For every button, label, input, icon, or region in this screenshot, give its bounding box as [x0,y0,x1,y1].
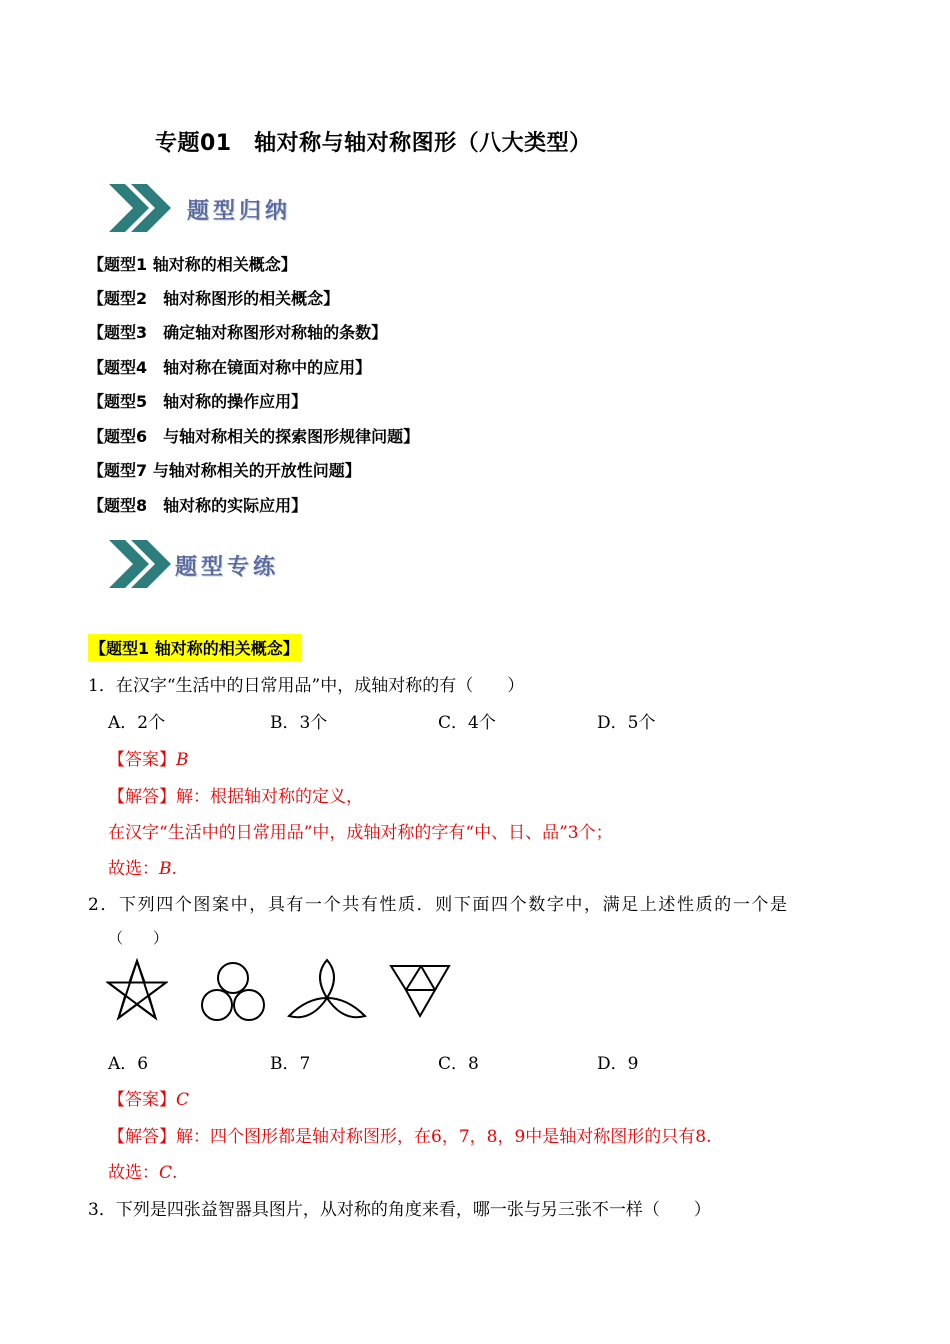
double-chevron-icon [105,534,175,594]
q2-option-a[interactable]: A．6 [108,1054,149,1074]
q1-option-a[interactable]: A．2个 [108,713,166,733]
solution-label: 【解答】 [108,1127,176,1147]
question-1-stem: 1．在汉字“生活中的日常用品”中，成轴对称的有（ ） [88,676,525,696]
toc-item-2[interactable]: 【题型2 轴对称图形的相关概念】 [88,289,340,308]
answer-label: 【答案】 [108,750,176,770]
q1-solution [108,782,363,807]
answer-label: 【答案】 [108,1090,176,1110]
conclusion-prefix: 故选： [108,1163,159,1183]
toc-item-7[interactable]: 【题型7 与轴对称相关的开放性问题】 [88,461,361,480]
solution-text: 解：四个图形都是轴对称图形，在6，7，8，9中是轴对称图形的只有8. [176,1127,712,1147]
section-heading-1: 【题型1 轴对称的相关概念】 [88,634,301,661]
q1-option-d[interactable]: D．5个 [597,713,656,733]
double-chevron-icon [105,178,175,238]
three-petals-figure [287,958,367,1024]
q1-conclusion [108,854,177,879]
three-circles-figure [197,958,269,1026]
question-2-paren: （ ） [108,929,169,947]
q2-conclusion [108,1158,177,1183]
toc-item-1[interactable]: 【题型1 轴对称的相关概念】 [88,255,297,274]
toc-item-5[interactable]: 【题型5 轴对称的操作应用】 [88,392,308,411]
solution-text: 解：根据轴对称的定义， [176,787,363,807]
q2-answer [108,1085,189,1110]
q1-option-c[interactable]: C．4个 [438,713,496,733]
q2-option-d[interactable]: D．9 [597,1054,639,1074]
conclusion-value: B [159,859,172,879]
toc-item-3[interactable]: 【题型3 确定轴对称图形对称轴的条数】 [88,323,388,342]
q1-answer [108,745,189,770]
question-2-stem: 2．下列四个图案中，具有一个共有性质．则下面四个数字中，满足上述性质的一个是 [88,895,789,915]
conclusion-suffix: . [171,859,177,879]
conclusion-prefix: 故选： [108,859,159,879]
toc-item-6[interactable]: 【题型6 与轴对称相关的探索图形规律问题】 [88,427,420,446]
solution-label: 【解答】 [108,787,176,807]
q1-option-b[interactable]: B．3个 [270,713,328,733]
q2-option-c[interactable]: C．8 [438,1054,479,1074]
answer-value: B [176,750,189,770]
page-title: 专题01 轴对称与轴对称图形（八大类型） [155,131,592,156]
five-pointed-star-figure [106,958,168,1024]
q1-solution-line2: 在汉字“生活中的日常用品”中，成轴对称的字有“中、日、品”3个； [108,823,613,843]
q2-option-b[interactable]: B．7 [270,1054,311,1074]
q2-solution [108,1122,711,1147]
toc-item-4[interactable]: 【题型4 轴对称在镜面对称中的应用】 [88,358,372,377]
banner-summary-label: 题型归纳 [187,198,292,224]
question-3-stem: 3．下列是四张益智器具图片，从对称的角度来看，哪一张与另三张不一样（ ） [88,1200,711,1220]
conclusion-suffix: . [172,1163,178,1183]
toc-item-8[interactable]: 【题型8 轴对称的实际应用】 [88,496,308,515]
banner-practice-label: 题型专练 [175,554,280,580]
banner-practice [105,534,345,594]
answer-value: C [176,1090,190,1110]
three-triangles-figure [387,962,453,1020]
banner-summary [105,178,345,238]
conclusion-value: C [159,1163,173,1183]
